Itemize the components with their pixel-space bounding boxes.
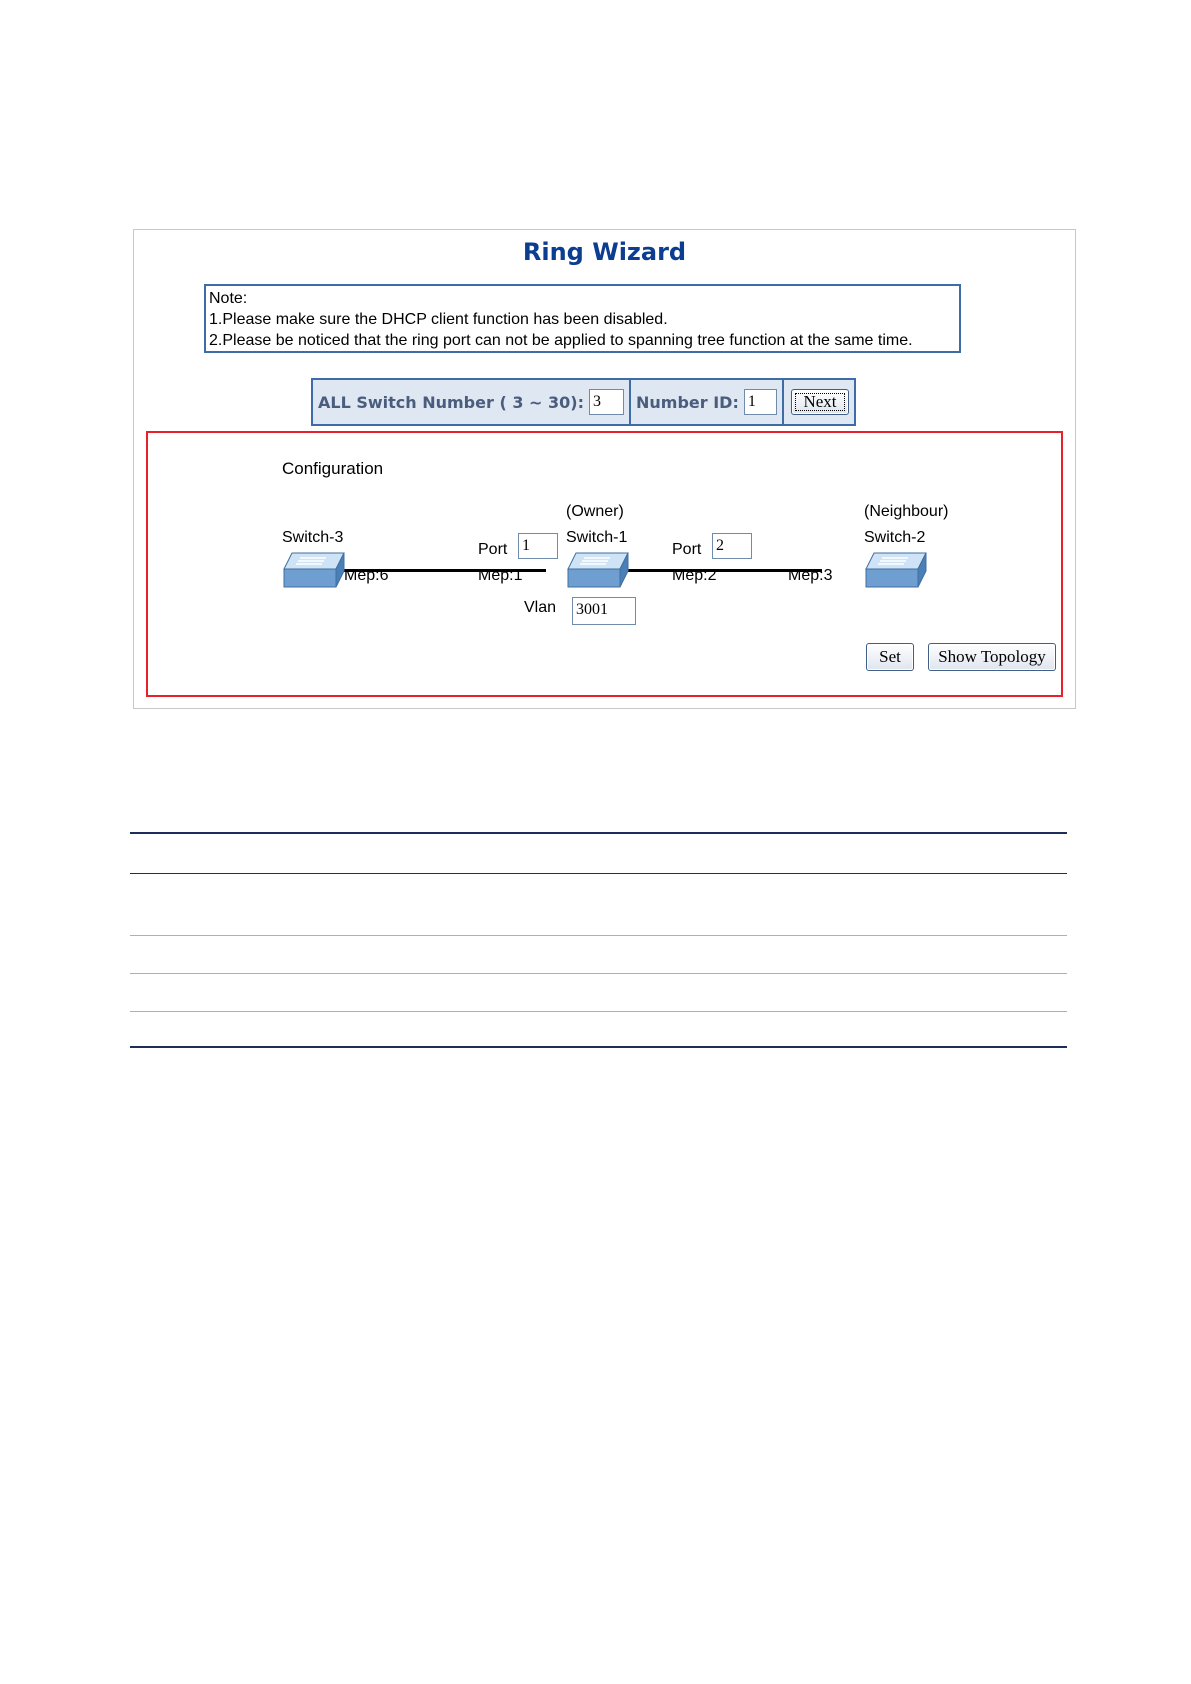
table-top-rule — [130, 832, 1067, 834]
table-row-divider — [130, 1011, 1067, 1012]
port-right-label: Port — [672, 541, 702, 558]
switch3-mep: Mep:6 — [344, 567, 389, 584]
switch1-role: (Owner) — [566, 503, 624, 520]
all-switch-number-input[interactable]: 3 — [589, 389, 624, 415]
switch-icon — [566, 551, 630, 589]
page-title: Ring Wizard — [522, 238, 687, 266]
note-line-2: 2.Please be noticed that the ring port can not be applied to spanning tree function at the same time. — [209, 332, 913, 349]
all-switch-number-label: ALL Switch Number ( 3 ~ 30): — [318, 392, 584, 412]
configuration-title: Configuration — [282, 459, 384, 478]
port-right-mep: Mep:2 — [672, 567, 717, 584]
vlan-label: Vlan — [524, 599, 557, 616]
number-id-input[interactable]: 1 — [744, 389, 777, 415]
vlan-input[interactable]: 3001 — [572, 597, 636, 625]
number-id-label: Number ID: — [636, 392, 739, 412]
next-button[interactable]: Next — [791, 389, 849, 415]
number-id-group — [629, 380, 782, 424]
all-switch-number-group — [313, 380, 629, 424]
table-bottom-rule — [130, 1046, 1067, 1048]
next-group — [782, 380, 854, 424]
switch2-role: (Neighbour) — [864, 503, 949, 520]
switch3-name: Switch-3 — [282, 529, 344, 546]
switch2-name: Switch-2 — [864, 529, 926, 546]
switch-icon — [282, 551, 346, 589]
table-row-divider — [130, 935, 1067, 936]
table-header-rule — [130, 873, 1067, 874]
switch2-mep: Mep:3 — [788, 567, 833, 584]
port-right-input[interactable]: 2 — [712, 533, 752, 559]
switch-number-bar — [311, 378, 856, 426]
port-left-mep: Mep:1 — [478, 567, 523, 584]
set-button[interactable]: Set — [866, 643, 914, 671]
table-row-divider — [130, 973, 1067, 974]
switch1-name: Switch-1 — [566, 529, 628, 546]
configuration-panel — [146, 431, 1063, 697]
port-left-label: Port — [478, 541, 508, 558]
show-topology-button[interactable]: Show Topology — [928, 643, 1056, 671]
note-line-1: 1.Please make sure the DHCP client function has been disabled. — [209, 311, 668, 328]
ring-wizard-screenshot — [133, 229, 1076, 709]
note-box — [204, 284, 961, 353]
switch-icon — [864, 551, 928, 589]
note-heading: Note: — [209, 290, 248, 307]
port-left-input[interactable]: 1 — [518, 533, 558, 559]
